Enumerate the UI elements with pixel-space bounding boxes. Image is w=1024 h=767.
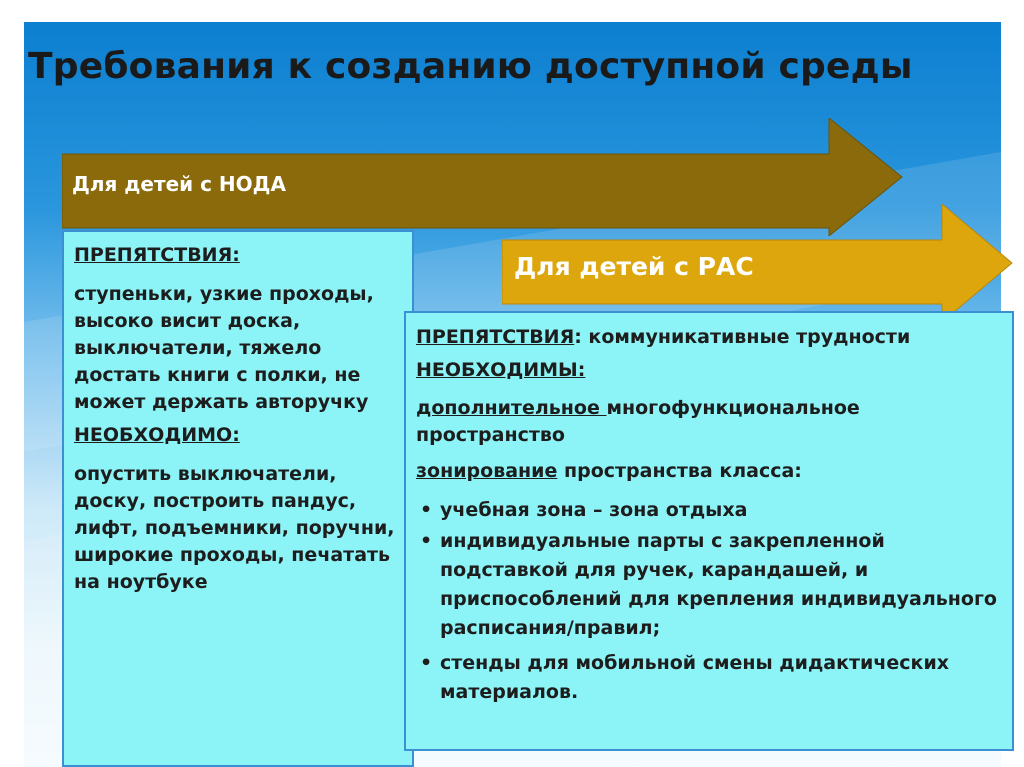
ras-needed-heading: НЕОБХОДИМЫ: bbox=[416, 359, 586, 381]
ras-zoning-underlined: зонирование bbox=[416, 460, 558, 482]
ras-zoning bbox=[416, 457, 1002, 486]
noda-requirements-box bbox=[62, 230, 414, 767]
ras-bullet-list bbox=[416, 496, 1002, 707]
ras-extra-underlined: дополнительное bbox=[416, 397, 607, 419]
ras-obstacles-heading: ПРЕПЯТСТВИЯ bbox=[416, 326, 575, 348]
list-item: • стенды для мобильной смены дидактических материалов. bbox=[416, 649, 1002, 707]
noda-needed-text: опустить выключатели, доску, построить пандус, лифт, подъемники, поручни, широкие проходы, печатать на ноутбуке bbox=[74, 463, 395, 593]
noda-obstacles-text: ступеньки, узкие проходы, высоко висит доска, выключатели, тяжело достать книги с полки, не может держать авторучку bbox=[74, 283, 374, 413]
page-title: Требования к созданию доступной среды bbox=[28, 46, 913, 87]
ras-obstacles-line bbox=[416, 323, 1002, 352]
ras-obstacles-text: : коммуникативные трудности bbox=[574, 326, 911, 348]
list-item: • учебная зона – зона отдыха bbox=[416, 496, 1002, 525]
noda-header: Для детей с НОДА bbox=[72, 172, 286, 196]
noda-obstacles-heading: ПРЕПЯТСТВИЯ: bbox=[74, 244, 240, 266]
ras-extra-rest: многофункциональное пространство bbox=[416, 397, 860, 446]
noda-needed-heading: НЕОБХОДИМО: bbox=[74, 424, 240, 446]
list-item: • индивидуальные парты с закрепленной подставкой для ручек, карандашей, и приспособлений для крепления индивидуального расписания/правил; bbox=[416, 527, 1002, 643]
ras-extra-space bbox=[416, 395, 1002, 449]
ras-zoning-rest: пространства класса: bbox=[557, 460, 802, 482]
ras-header: Для детей с РАС bbox=[514, 252, 754, 281]
ras-requirements-box bbox=[404, 311, 1014, 751]
